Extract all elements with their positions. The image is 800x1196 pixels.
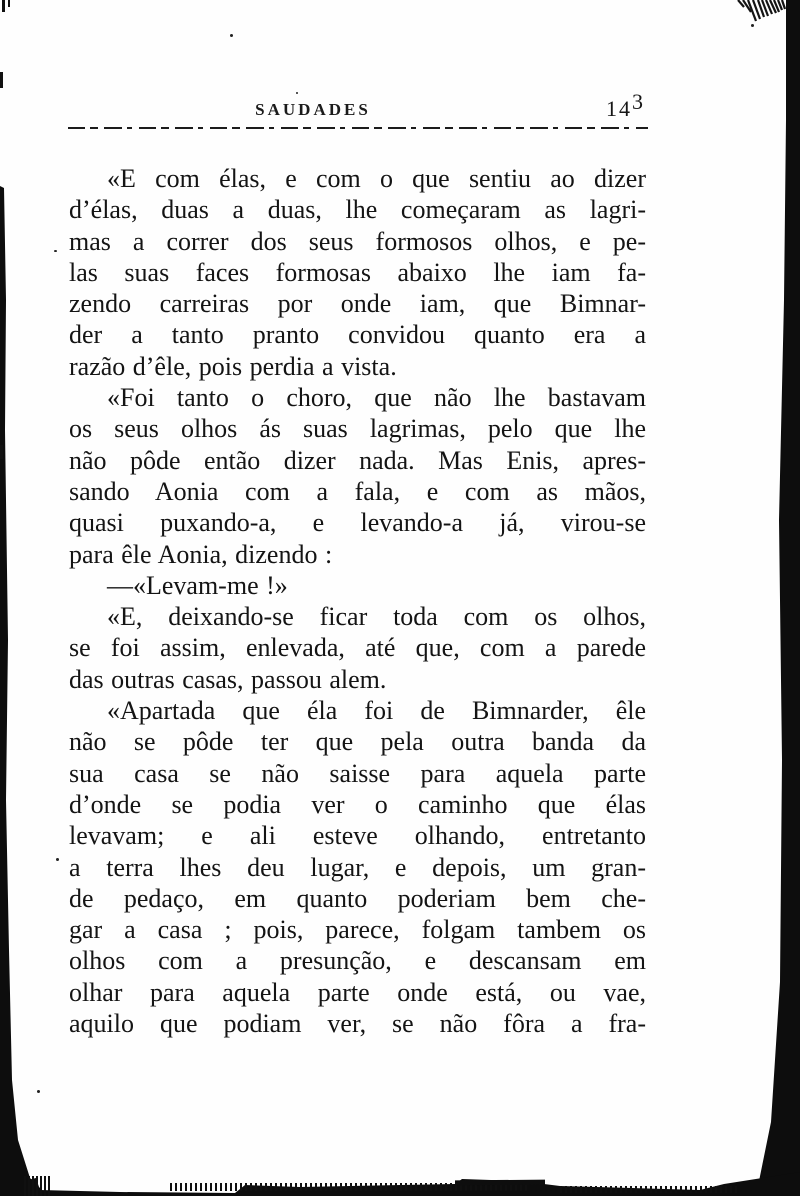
text-line: para êle Aonia, dizendo : (69, 539, 333, 569)
text-line: razão d’êle, pois perdia a vista. (69, 351, 397, 381)
page-header (69, 89, 647, 124)
header-dashed-rule (68, 127, 648, 129)
text-line: olhos com a presunção, e descansam em (69, 946, 646, 976)
text-line: não se pôde ter que pela outra banda da (69, 727, 646, 757)
ink-speck (296, 92, 298, 94)
paragraph (69, 570, 646, 601)
text-line: de pedaço, em quanto poderiam bem che- (69, 883, 646, 913)
text-line: sua casa se não saisse para aquela parte (69, 758, 646, 788)
text-line: os seus olhos ás suas lagrimas, pelo que lhe (69, 414, 646, 444)
text-line: der a tanto pranto convidou quanto era a (69, 320, 646, 350)
page-number (606, 89, 645, 122)
text-line: «Foi tanto o choro, que não lhe bastavam (107, 383, 646, 413)
text-line: d’onde se podia ver o caminho que élas (69, 789, 646, 819)
text-line: —«Levam-me !» (107, 570, 288, 600)
ink-speck (37, 1090, 40, 1093)
text-line: mas a correr dos seus formosos olhos, e pe- (69, 226, 646, 256)
bottom-stripe-texture (170, 1183, 530, 1191)
running-title: SAUDADES (255, 100, 371, 119)
paragraph (69, 695, 646, 1039)
text-line: «Apartada que éla foi de Bimnarder, êle (107, 696, 646, 726)
ink-speck (230, 34, 233, 37)
text-line: zendo carreiras por onde iam, que Bimnar- (69, 289, 646, 319)
ink-speck (54, 250, 57, 252)
text-line: d’élas, duas a duas, lhe começaram as lagri- (69, 195, 646, 225)
page-number-raised-digit: 3 (632, 89, 645, 114)
text-line: quasi puxando-a, e levando-a já, virou-se (69, 508, 646, 538)
page-number-main: 14 (606, 96, 632, 121)
text-line: das outras casas, passou alem. (69, 664, 387, 694)
text-line: gar a casa ; pois, parece, folgam tambem os (69, 915, 646, 945)
ink-speck (751, 24, 754, 27)
text-line: se foi assim, enlevada, até que, com a parede (69, 633, 646, 663)
text-line: sando Aonia com a fala, e com as mãos, (69, 476, 646, 506)
text-line: «E, deixando-se ficar toda com os olhos, (107, 602, 646, 632)
text-line: olhar para aquela parte onde está, ou vae, (69, 977, 646, 1007)
text-line: «E com élas, e com o que sentiu ao dizer (107, 164, 646, 193)
paragraph (69, 163, 646, 382)
text-line: a terra lhes deu lugar, e depois, um gran- (69, 852, 646, 882)
text-line: não pôde então dizer nada. Mas Enis, apres- (69, 445, 646, 475)
text-line: las suas faces formosas abaixo lhe iam fa- (69, 257, 646, 287)
bottom-ink-dash (455, 1180, 545, 1186)
paragraph (69, 382, 646, 570)
bottom-left-comb-texture (24, 1176, 50, 1196)
text-line: levavam; e ali esteve olhando, entretanto (69, 821, 646, 851)
ink-speck (56, 858, 59, 861)
body-text (69, 163, 646, 1039)
paragraph (69, 601, 646, 695)
text-line: aquilo que podiam ver, se não fôra a fra- (69, 1009, 646, 1039)
bottom-stripe-texture (560, 1186, 740, 1193)
